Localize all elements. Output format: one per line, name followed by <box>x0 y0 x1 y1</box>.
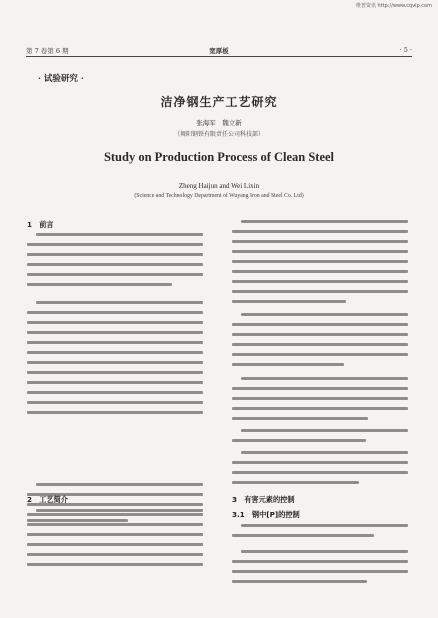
text-line <box>232 250 408 253</box>
text-line <box>36 483 203 486</box>
text-line <box>27 563 203 566</box>
text-line <box>27 351 203 354</box>
text-line <box>27 401 203 404</box>
text-line <box>241 377 408 380</box>
section-heading: 2 工艺简介 <box>27 495 68 504</box>
text-line <box>27 331 203 334</box>
journal-name: 宽厚板 <box>209 47 229 55</box>
text-line <box>232 300 346 303</box>
text-line <box>232 363 344 366</box>
authors-english: Zheng Haijun and Wei Lixin <box>178 182 260 190</box>
text-line <box>36 509 203 512</box>
page-number: · 5 · <box>399 46 412 54</box>
text-line <box>27 243 203 246</box>
text-line <box>232 290 408 293</box>
text-line <box>232 230 408 233</box>
text-line <box>27 371 203 374</box>
section-heading: 3.1 钢中[P]的控制 <box>232 510 300 519</box>
text-line <box>241 550 408 553</box>
text-line <box>232 461 408 464</box>
text-line <box>27 361 203 364</box>
text-line <box>232 417 368 420</box>
section-label: · 试验研究 · <box>38 74 84 84</box>
text-line <box>232 280 408 283</box>
text-line <box>241 524 408 527</box>
header-rule <box>26 56 412 57</box>
text-line <box>27 253 203 256</box>
text-line <box>27 391 203 394</box>
affiliation-chinese: （舞阳钢铁有限责任公司科技部） <box>173 131 264 138</box>
text-line <box>232 387 408 390</box>
text-line <box>241 451 408 454</box>
section-heading: 1 前言 <box>27 220 54 229</box>
text-line <box>232 343 408 346</box>
text-line <box>27 553 203 556</box>
authors-chinese: 张海军 魏立新 <box>196 119 242 127</box>
text-line <box>241 429 408 432</box>
text-line <box>232 570 408 573</box>
text-line <box>27 341 203 344</box>
text-line <box>232 534 374 537</box>
text-line <box>232 323 408 326</box>
text-line <box>27 311 203 314</box>
issue-label: 第 7 卷第 6 期 <box>26 47 69 55</box>
affiliation-english: (Science and Technology Department of Wuyang Iron and Steel Co. Ltd) <box>134 193 304 199</box>
text-line <box>232 397 408 400</box>
text-line <box>27 513 203 516</box>
text-line <box>27 283 172 286</box>
text-line <box>232 481 359 484</box>
text-line <box>232 240 408 243</box>
text-line <box>232 260 408 263</box>
text-line <box>241 220 408 223</box>
title-english: Study on Production Process of Clean Steel <box>103 150 335 164</box>
text-line <box>232 439 366 442</box>
text-line <box>36 301 203 304</box>
text-line <box>36 533 203 536</box>
text-line <box>27 411 203 414</box>
text-line <box>27 381 203 384</box>
text-line <box>232 270 408 273</box>
text-line <box>232 333 408 336</box>
text-line <box>27 519 128 522</box>
text-line <box>241 313 408 316</box>
text-line <box>232 407 408 410</box>
text-line <box>27 263 203 266</box>
text-line <box>232 471 408 474</box>
text-line <box>27 543 203 546</box>
section-heading: 3 有害元素的控制 <box>232 495 295 504</box>
watermark: 维普资讯 http://www.cqvip.com <box>355 3 432 9</box>
text-line <box>27 523 203 526</box>
text-line <box>232 580 367 583</box>
text-line <box>27 321 203 324</box>
text-line <box>232 560 408 563</box>
text-line <box>232 353 408 356</box>
text-line <box>27 273 203 276</box>
title-chinese: 洁净钢生产工艺研究 <box>160 95 278 109</box>
text-line <box>36 233 203 236</box>
